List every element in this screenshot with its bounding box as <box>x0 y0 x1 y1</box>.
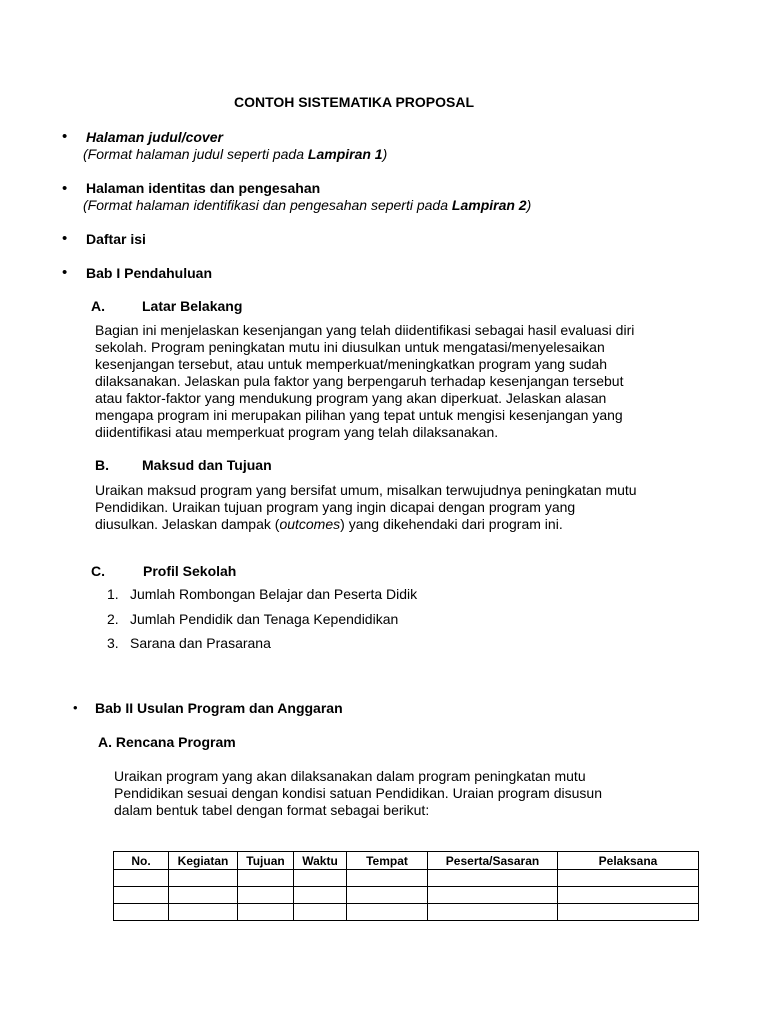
table-cell <box>114 887 169 904</box>
paragraph-line: mengapa program ini merupakan pilihan yang tepat untuk mengisi kesenjangan yang <box>95 407 623 423</box>
paragraph-line: diusulkan. Jelaskan dampak (outcomes) yang dikehendaki dari program ini. <box>95 516 563 532</box>
paragraph-line: Bagian ini menjelaskan kesenjangan yang telah diidentifikasi sebagai hasil evaluasi diri <box>95 322 635 338</box>
paragraph-line: Uraikan maksud program yang bersifat umum, misalkan terwujudnya peningkatan mutu <box>95 482 637 498</box>
column-header-tujuan: Tujuan <box>238 852 294 870</box>
section-b-heading: Maksud dan Tujuan <box>142 457 272 473</box>
table-row <box>114 870 699 887</box>
table-cell <box>558 870 699 887</box>
paragraph-line: Pendidikan sesuai dengan kondisi satuan Pendidikan. Uraian program disusun <box>114 785 602 801</box>
table-cell <box>169 904 238 921</box>
paragraph-line: Pendidikan. Uraikan tujuan program yang ingin dicapai dengan program yang <box>95 499 576 515</box>
section-c-heading: Profil Sekolah <box>143 563 237 579</box>
paragraph-line: sekolah. Program peningkatan mutu ini diusulkan untuk mengatasi/menyelesaikan <box>95 339 605 355</box>
table-cell <box>238 870 294 887</box>
table-cell <box>114 870 169 887</box>
paragraph-line: dilaksanakan. Jelaskan pula faktor yang berpengaruh terhadap kesenjangan tersebut <box>95 373 624 389</box>
column-header-peserta: Peserta/Sasaran <box>428 852 558 870</box>
paragraph-line: dalam bentuk tabel dengan format sebagai berikut: <box>114 802 430 818</box>
column-header-no: No. <box>114 852 169 870</box>
paragraph-line: kesenjangan tersebut, atau untuk memperkuat/meningkatkan program yang sudah <box>95 356 608 372</box>
list-item-number: 1. <box>107 586 119 602</box>
table-cell <box>238 887 294 904</box>
item-cover-note: (Format halaman judul seperti pada Lampiran 1) <box>83 146 388 162</box>
table-row <box>114 904 699 921</box>
table-cell <box>428 887 558 904</box>
item-bab1-heading: Bab I Pendahuluan <box>86 265 213 281</box>
bullet-icon: • <box>62 180 68 197</box>
item-cover-heading: Halaman judul/cover <box>86 129 223 145</box>
table-cell <box>558 887 699 904</box>
table-cell <box>294 887 347 904</box>
column-header-pelaksana: Pelaksana <box>558 852 699 870</box>
list-item: Jumlah Rombongan Belajar dan Peserta Didik <box>130 586 418 602</box>
item-identitas-note: (Format halaman identifikasi dan pengesahan seperti pada Lampiran 2) <box>83 197 532 213</box>
table-cell <box>169 887 238 904</box>
list-item: Sarana dan Prasarana <box>130 635 271 651</box>
table-cell <box>238 904 294 921</box>
item-identitas-heading: Halaman identitas dan pengesahan <box>86 180 321 196</box>
table-cell <box>347 870 428 887</box>
paragraph-line: diidentifikasi atau memperkuat program yang telah dilaksanakan. <box>95 424 499 440</box>
section-a-letter: A. <box>91 298 105 314</box>
list-item-number: 3. <box>107 635 119 651</box>
page-title: CONTOH SISTEMATIKA PROPOSAL <box>233 94 475 110</box>
table-header-row <box>114 852 699 870</box>
table-cell <box>294 870 347 887</box>
table-cell <box>294 904 347 921</box>
bab2-section-a-heading: A. Rencana Program <box>98 734 236 750</box>
bullet-icon: • <box>62 264 68 281</box>
bullet-icon: • <box>62 128 68 145</box>
section-c-letter: C. <box>91 563 105 579</box>
bab2-section-a-paragraph <box>114 768 696 819</box>
paragraph-line: atau faktor-faktor yang mendukung program yang akan diperkuat. Jelaskan alasan <box>95 390 607 406</box>
bullet-icon: • <box>62 230 68 247</box>
list-item: Jumlah Pendidik dan Tenaga Kependidikan <box>130 611 399 627</box>
table-cell <box>347 887 428 904</box>
table-cell <box>428 904 558 921</box>
program-plan-table <box>113 851 699 921</box>
section-a-paragraph <box>95 322 697 441</box>
section-b-letter: B. <box>95 457 109 473</box>
column-header-kegiatan: Kegiatan <box>169 852 238 870</box>
bullet-icon: • <box>73 700 78 715</box>
table-row <box>114 887 699 904</box>
column-header-tempat: Tempat <box>347 852 428 870</box>
item-daftar-isi: Daftar isi <box>86 231 146 247</box>
table-cell <box>114 904 169 921</box>
table-cell <box>558 904 699 921</box>
column-header-waktu: Waktu <box>294 852 347 870</box>
table-cell <box>169 870 238 887</box>
section-b-paragraph <box>95 482 697 533</box>
table-cell <box>428 870 558 887</box>
paragraph-line: Uraikan program yang akan dilaksanakan dalam program peningkatan mutu <box>114 768 586 784</box>
list-item-number: 2. <box>107 611 119 627</box>
bab2-heading: Bab II Usulan Program dan Anggaran <box>95 700 343 716</box>
section-a-heading: Latar Belakang <box>142 298 243 314</box>
table-cell <box>347 904 428 921</box>
